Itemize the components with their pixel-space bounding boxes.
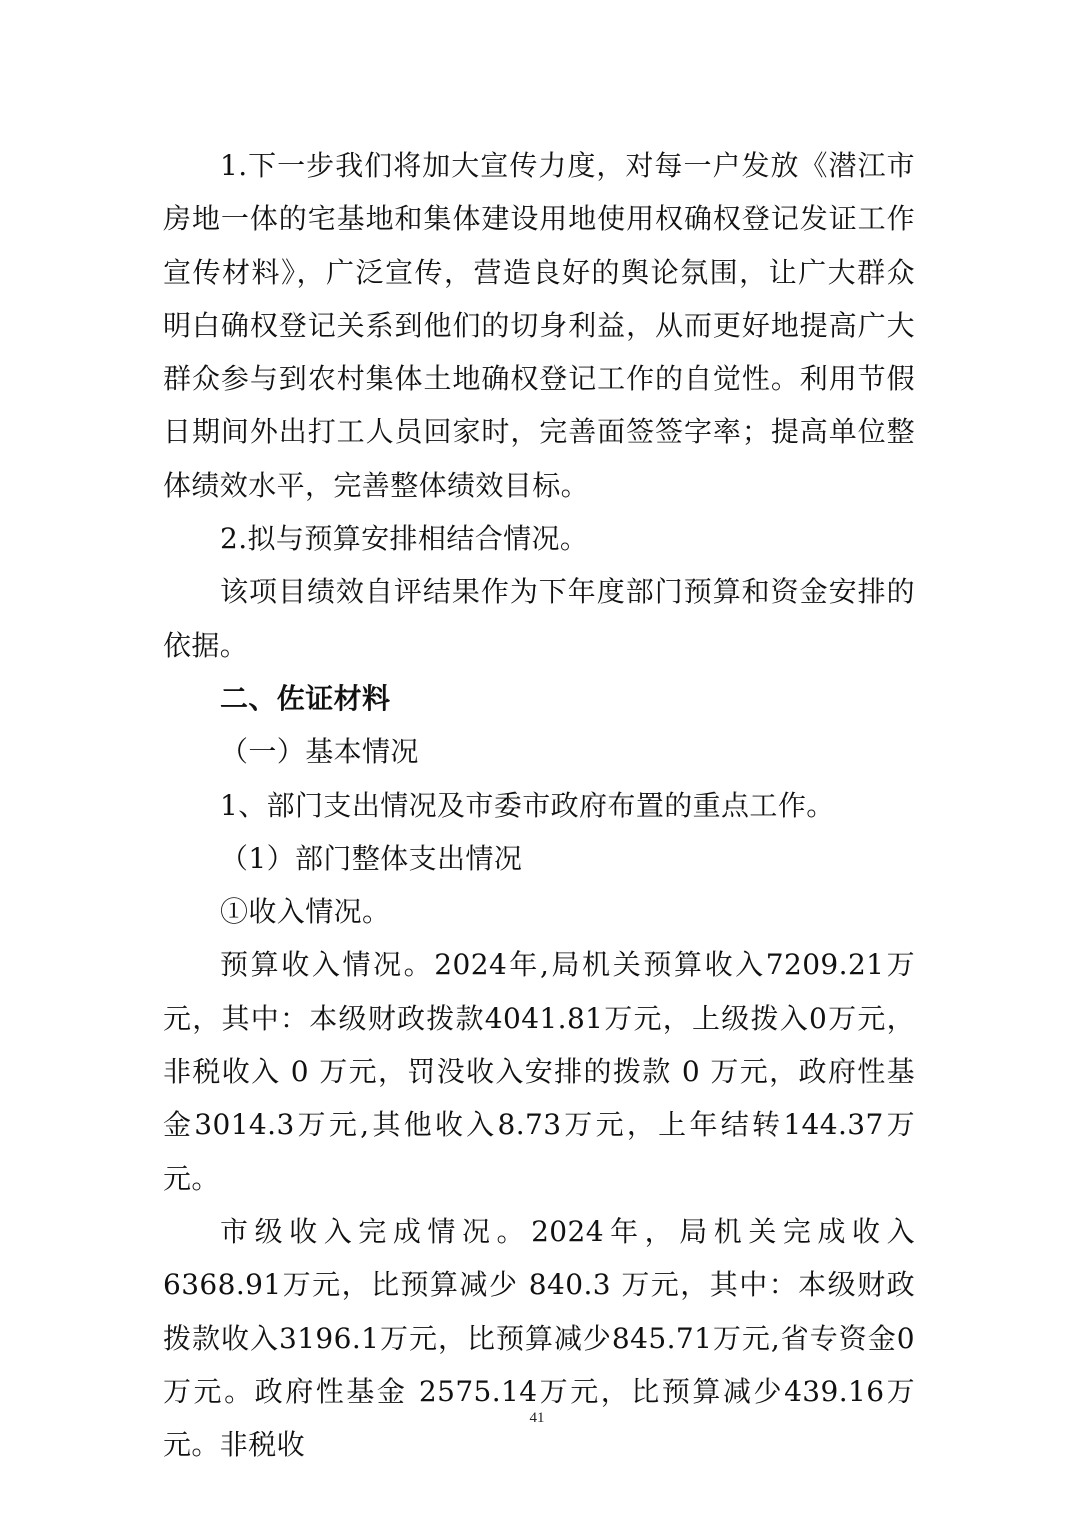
paragraph-budget-income: 预算收入情况。2024年,局机关预算收入7209.21万元，其中：本级财政拨款4041.81万元，上级拨入0万元，非税收入 0 万元，罚没收入安排的拨款 0 万元，政府性基金3014.3万元,其他收入8.73万元，上年结转144.37万元。 — [163, 948, 915, 1195]
page-number: 41 — [529, 1410, 545, 1426]
item-department-expenditure: 1、部门支出情况及市委市政府布置的重点工作。 — [220, 788, 835, 822]
paragraph-budget-combination: 2.拟与预算安排相结合情况。 — [220, 522, 589, 556]
section-heading-supporting-materials: 二、佐证材料 — [220, 681, 391, 715]
document-body — [163, 139, 915, 1471]
item-overall-expenditure: （1）部门整体支出情况 — [220, 841, 523, 875]
paragraph-evaluation-basis: 该项目绩效自评结果作为下年度部门预算和资金安排的依据。 — [163, 575, 915, 662]
paragraph-publicity-plan: 1.下一步我们将加大宣传力度，对每一户发放《潜江市房地一体的宅基地和集体建设用地使用权确权登记发证工作宣传材料》，广泛宣传，营造良好的舆论氛围，让广大群众明白确权登记关系到他们的切身利益，从而更好地提高广大群众参与到农村集体土地确权登记工作的自觉性。利用节假日期间外出打工人员回家时，完善面签签字率；提高单位整体绩效水平，完善整体绩效目标。 — [163, 149, 915, 502]
paragraph-income-completion: 市级收入完成情况。2024年，局机关完成收入6368.91万元，比预算减少 840.3 万元，其中：本级财政拨款收入3196.1万元，比预算减少845.71万元,省专资金0万元。政府性基金 2575.14万元，比预算减少439.16万元。非税收 — [163, 1214, 915, 1462]
item-income: ①收入情况。 — [220, 895, 391, 929]
subsection-heading-basic-info: （一）基本情况 — [220, 735, 419, 769]
